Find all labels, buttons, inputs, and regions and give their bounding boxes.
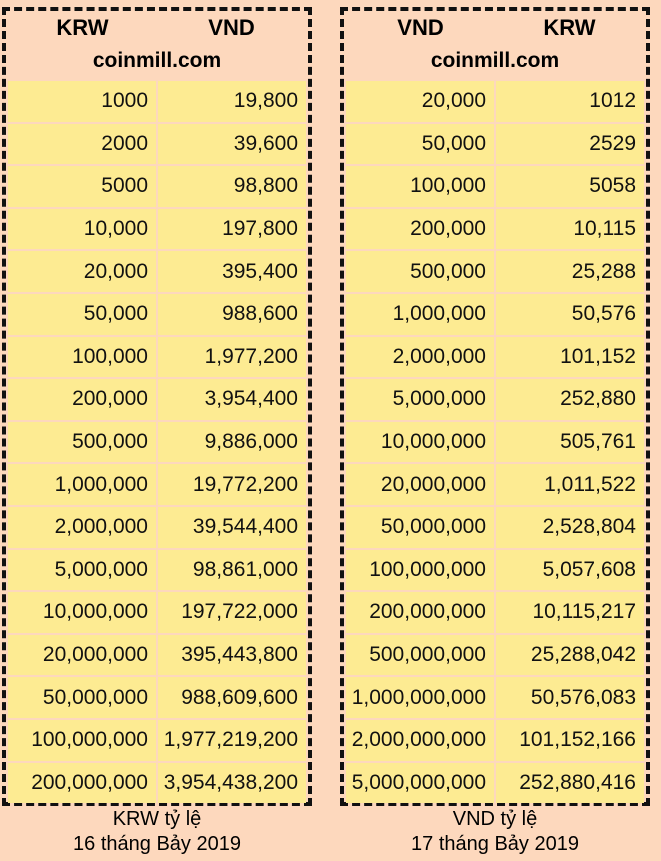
table-row [346,720,644,761]
table-row [8,550,306,591]
amount-to-cell: 988,600 [158,294,306,335]
amount-from-cell: 2,000,000 [8,507,156,548]
amount-to-cell: 3,954,400 [158,379,306,420]
amount-to-cell: 2529 [496,124,644,165]
table-row [346,763,644,804]
amount-to-cell: 197,800 [158,209,306,250]
table-header [8,11,306,44]
caption-rate-label: KRW tỷ lệ [112,808,202,830]
amount-to-cell: 39,600 [158,124,306,165]
amount-to-cell: 3,954,438,200 [158,763,306,804]
table-row [346,379,644,420]
table-row [346,124,644,165]
table-row [346,464,644,505]
amount-from-cell: 50,000,000 [346,507,494,548]
amount-from-cell: 100,000 [346,166,494,207]
table-row [8,379,306,420]
amount-from-cell: 50,000 [8,294,156,335]
table-row [8,720,306,761]
table-row [8,507,306,548]
table-row [8,592,306,633]
amount-from-cell: 50,000 [346,124,494,165]
amount-from-cell: 50,000,000 [8,677,156,718]
amount-from-cell: 2,000,000,000 [346,720,494,761]
amount-to-cell: 1,977,219,200 [158,720,306,761]
amount-to-cell: 50,576 [496,294,644,335]
table-row [8,464,306,505]
amount-from-cell: 1,000,000 [346,294,494,335]
amount-to-cell: 395,400 [158,251,306,292]
amount-to-cell: 98,861,000 [158,550,306,591]
amount-to-cell: 988,609,600 [158,677,306,718]
table-row [8,337,306,378]
amount-from-cell: 500,000 [346,251,494,292]
amount-to-cell: 25,288,042 [496,635,644,676]
table-row [8,81,306,122]
table-row [346,294,644,335]
table-row [8,166,306,207]
table-row [8,251,306,292]
amount-to-cell: 19,800 [158,81,306,122]
amount-to-cell: 50,576,083 [496,677,644,718]
amount-from-cell: 5,000,000,000 [346,763,494,804]
amount-to-cell: 101,152 [496,337,644,378]
amount-from-cell: 500,000,000 [346,635,494,676]
table-row [346,550,644,591]
table-row [8,124,306,165]
amount-from-cell: 20,000 [8,251,156,292]
amount-to-cell: 1012 [496,81,644,122]
table-row [8,422,306,463]
amount-from-cell: 10,000,000 [346,422,494,463]
amount-to-cell: 10,115 [496,209,644,250]
amount-from-cell: 2,000,000 [346,337,494,378]
vnd-to-krw-table [340,7,650,806]
amount-from-cell: 20,000,000 [8,635,156,676]
amount-to-cell: 1,011,522 [496,464,644,505]
caption-date: 16 tháng Bảy 2019 [73,833,241,855]
table-row [8,294,306,335]
amount-to-cell: 5058 [496,166,644,207]
caption-date: 17 tháng Bảy 2019 [411,833,579,855]
amount-to-cell: 395,443,800 [158,635,306,676]
table-row [346,166,644,207]
amount-to-cell: 98,800 [158,166,306,207]
amount-from-cell: 1000 [8,81,156,122]
table-row [8,677,306,718]
column-header-from: KRW [56,14,109,40]
amount-from-cell: 1,000,000 [8,464,156,505]
amount-from-cell: 10,000,000 [8,592,156,633]
table-row [346,592,644,633]
table-row [346,251,644,292]
amount-from-cell: 5000 [8,166,156,207]
table-row [346,635,644,676]
table-row [8,209,306,250]
amount-to-cell: 505,761 [496,422,644,463]
amount-from-cell: 500,000 [8,422,156,463]
table-header [346,11,644,44]
column-header-from: VND [397,14,444,40]
amount-to-cell: 19,772,200 [158,464,306,505]
amount-from-cell: 100,000,000 [346,550,494,591]
amount-to-cell: 101,152,166 [496,720,644,761]
amount-from-cell: 2000 [8,124,156,165]
amount-to-cell: 25,288 [496,251,644,292]
amount-from-cell: 20,000 [346,81,494,122]
amount-to-cell: 197,722,000 [158,592,306,633]
table-row [346,81,644,122]
table-body [346,81,644,803]
amount-to-cell: 252,880,416 [496,763,644,804]
site-label: coinmill.com [92,49,222,72]
column-header-to: VND [208,14,255,40]
amount-to-cell: 39,544,400 [158,507,306,548]
table-row [346,337,644,378]
column-header-to: KRW [543,14,596,40]
amount-to-cell: 9,886,000 [158,422,306,463]
left-caption [2,807,312,857]
table-row [346,507,644,548]
amount-from-cell: 100,000 [8,337,156,378]
table-body [8,81,306,803]
site-label: coinmill.com [430,49,560,72]
right-caption [340,807,650,857]
table-row [346,677,644,718]
amount-from-cell: 5,000,000 [346,379,494,420]
amount-to-cell: 10,115,217 [496,592,644,633]
amount-from-cell: 20,000,000 [346,464,494,505]
amount-to-cell: 252,880 [496,379,644,420]
amount-from-cell: 100,000,000 [8,720,156,761]
krw-to-vnd-table [2,7,312,806]
amount-from-cell: 200,000 [8,379,156,420]
amount-from-cell: 10,000 [8,209,156,250]
amount-from-cell: 200,000,000 [346,592,494,633]
table-row [346,209,644,250]
amount-from-cell: 200,000 [346,209,494,250]
amount-to-cell: 1,977,200 [158,337,306,378]
amount-to-cell: 2,528,804 [496,507,644,548]
amount-from-cell: 200,000,000 [8,763,156,804]
table-row [8,763,306,804]
amount-to-cell: 5,057,608 [496,550,644,591]
table-row [346,422,644,463]
caption-rate-label: VND tỷ lệ [452,808,538,830]
amount-from-cell: 1,000,000,000 [346,677,494,718]
amount-from-cell: 5,000,000 [8,550,156,591]
table-row [8,635,306,676]
